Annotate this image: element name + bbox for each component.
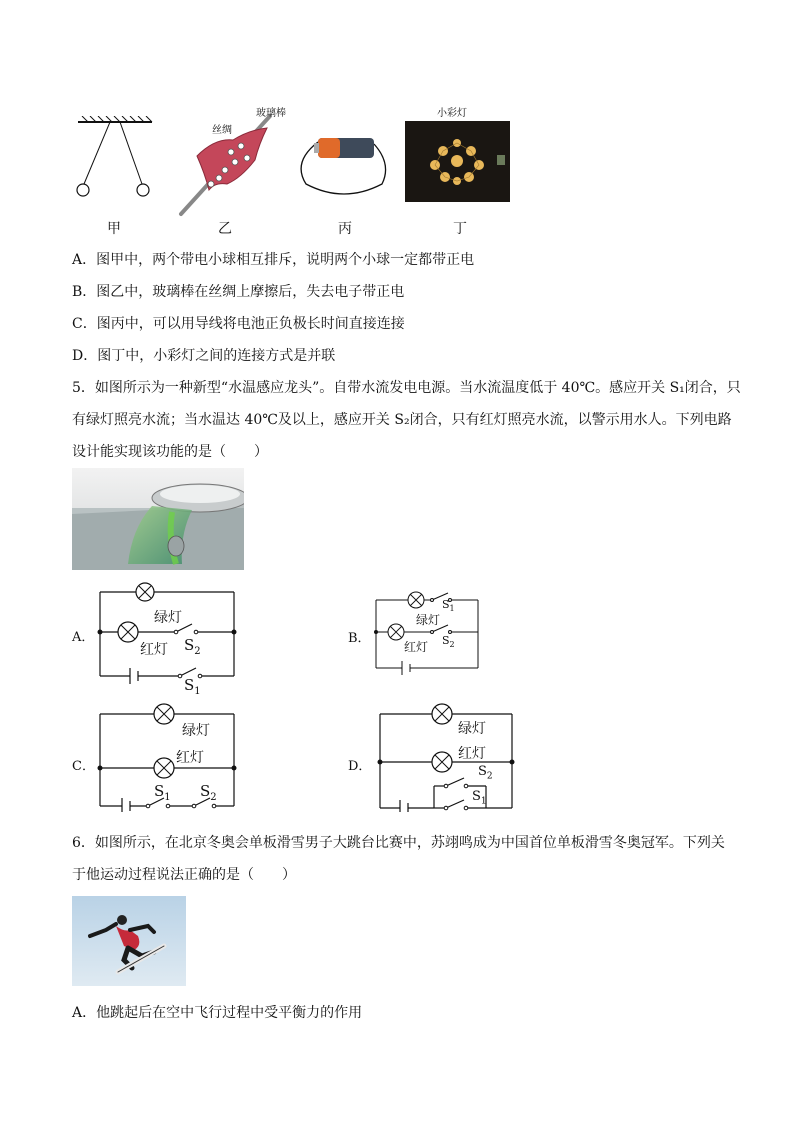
q4-option-d: D．图丁中，小彩灯之间的连接方式是并联 [72, 348, 336, 364]
q4-option-b: B．图乙中，玻璃棒在丝绸上摩擦后，失去电子带正电 [72, 284, 405, 300]
q5-option-d-label: D． [348, 759, 372, 774]
caption-bing: 丙 [338, 221, 352, 237]
caption-yi: 乙 [218, 221, 232, 237]
snowboarder-photo [72, 896, 186, 986]
circuit-a-green-label: 绿灯 [154, 610, 182, 626]
q5-option-c-label: C． [72, 759, 95, 774]
circuit-d [376, 700, 518, 812]
circuit-b-red-label: 红灯 [404, 640, 429, 654]
q6-option-a: A．他跳起后在空中飞行过程中受平衡力的作用 [72, 1005, 363, 1021]
circuit-c-green-label: 绿灯 [182, 723, 210, 739]
label-silk: 丝绸 [212, 125, 232, 136]
q5-stem-line1: 5．如图所示为一种新型“水温感应龙头”。自带水流发电电源。当水流温度低于 40℃。感应开关 S₁闭合，只 [72, 380, 741, 396]
label-small-lights: 小彩灯 [437, 108, 467, 119]
circuit-c-red-label: 红灯 [176, 750, 204, 766]
faucet-photo [72, 468, 244, 570]
label-glass-rod: 玻璃棒 [256, 108, 286, 119]
circuit-b [372, 588, 482, 680]
circuit-b-s2-label: $S_2$ [442, 634, 455, 650]
q6-stem-line2: 于他运动过程说法正确的是（ ） [72, 867, 296, 883]
circuit-d-s2-label: $S_2$ [478, 764, 493, 782]
circuit-c-s2-label: $S_2$ [200, 782, 217, 803]
circuit-a [96, 578, 240, 690]
q5-option-b-label: B． [348, 631, 371, 646]
q4-option-a: A．图甲中，两个带电小球相互排斥，说明两个小球一定都带正电 [72, 252, 475, 268]
circuit-b-green-label: 绿灯 [416, 613, 441, 627]
q5-stem-line2: 有绿灯照亮水流；当水温达 40℃及以上，感应开关 S₂闭合，只有红灯照亮水流，以警示用水人。下列电路 [72, 412, 732, 428]
figure-ding-lights-photo [405, 121, 510, 202]
circuit-a-red-label: 红灯 [140, 642, 168, 658]
circuit-d-s1-label: $S_1$ [472, 789, 487, 807]
caption-ding: 丁 [453, 221, 467, 237]
q6-stem-line1: 6．如图所示，在北京冬奥会单板滑雪男子大跳台比赛中，苏翊鸣成为中国首位单板滑雪冬奥冠军。下列关 [72, 835, 725, 851]
q5-stem-line3: 设计能实现该功能的是（ ） [72, 444, 268, 460]
circuit-c-s1-label: $S_1$ [154, 782, 171, 803]
q4-option-c: C．图丙中，可以用导线将电池正负极长时间直接连接 [72, 316, 405, 332]
circuit-a-s1-label: $S_1$ [184, 676, 201, 697]
q5-option-a-label: A． [72, 630, 95, 645]
circuit-d-red-label: 红灯 [458, 746, 486, 762]
circuit-a-s2-label: $S_2$ [184, 636, 201, 657]
circuit-b-s1-label: $S_1$ [442, 598, 455, 614]
circuit-d-green-label: 绿灯 [458, 721, 486, 737]
figure-bing-battery [296, 132, 392, 202]
figure-jia-pendulum [72, 116, 162, 202]
caption-jia: 甲 [107, 221, 121, 237]
